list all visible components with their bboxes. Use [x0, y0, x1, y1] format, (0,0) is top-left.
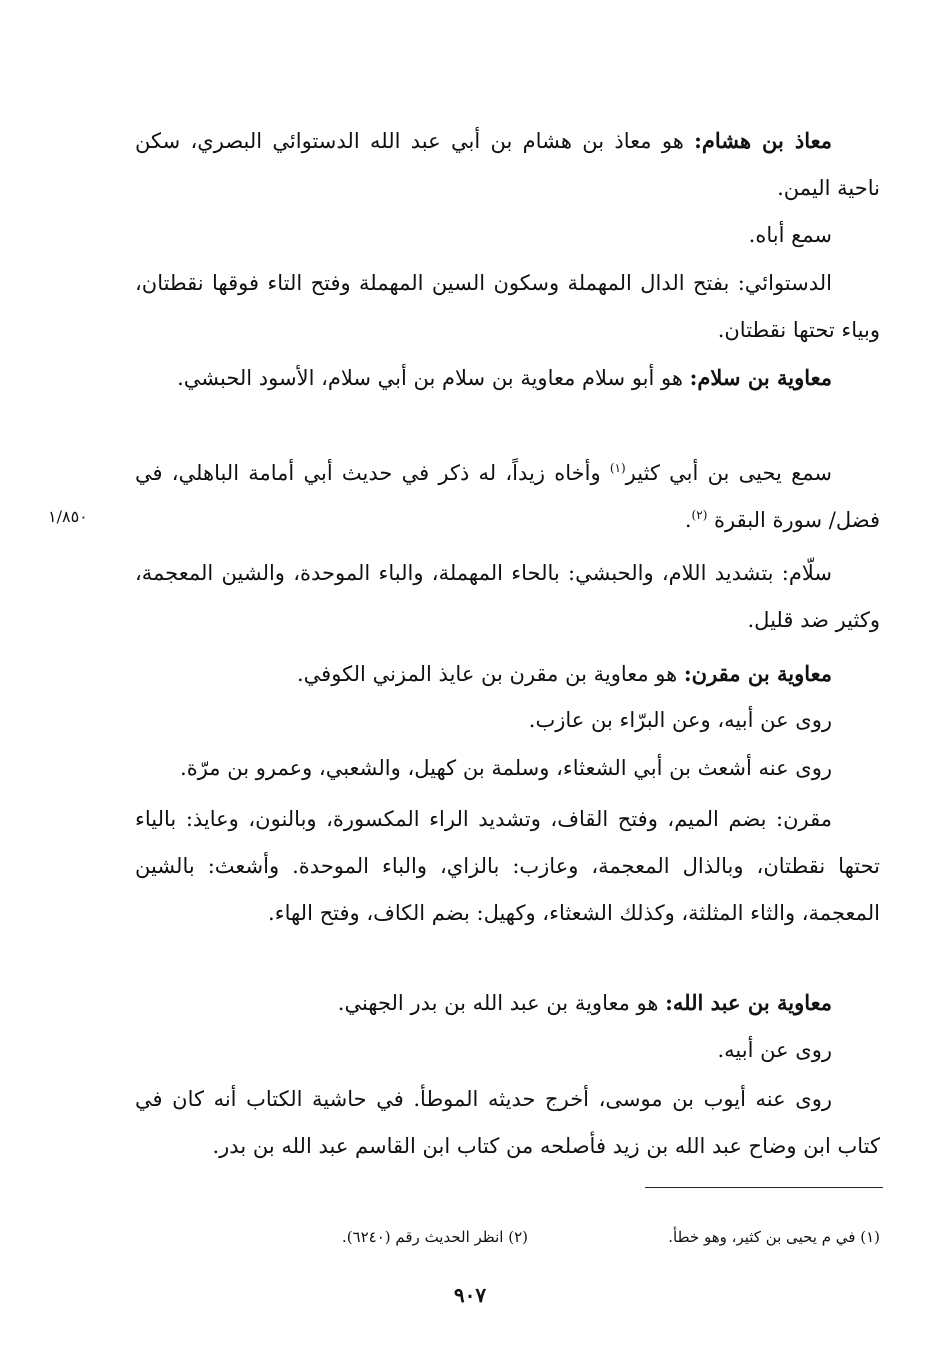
entry-3-narrators [135, 745, 880, 792]
entry-4-narrated [135, 1027, 880, 1074]
entry-3-note [135, 796, 880, 937]
paragraph: روى عن أبيه. [717, 1038, 832, 1062]
page-number: ٩٠٧ [453, 1283, 487, 1307]
paragraph: روى عنه أيوب بن موسى، أخرج حديثه الموطأ. في حاشية الكتاب أنه كان في كتاب ابن وضاح عبد الله بن زيد فأصلحه من كتاب ابن القاسم عبد الله بن بدر. [135, 1087, 880, 1158]
paragraph: سمع أباه. [748, 223, 832, 247]
entry-text: هو معاوية بن عبد الله بن بدر الجهني. [337, 991, 666, 1015]
entry-3 [135, 650, 880, 698]
margin-page-ref: ١/٨٥٠ [48, 507, 88, 526]
paragraph: سلّام: بتشديد اللام، والحبشي: بالحاء المهملة، والباء الموحدة، والشين المعجمة، وكثير ضد قليل. [135, 561, 880, 632]
entry-3-narrated [135, 697, 880, 744]
entry-2-heard [135, 450, 880, 544]
entry-1 [135, 117, 880, 212]
entry-4 [135, 979, 880, 1027]
footnote-separator [645, 1187, 883, 1188]
footnote-ref-2: (٢) [691, 508, 708, 522]
footnote-1: (١) في م يحيى بن كثير، وهو خطأ. [668, 1228, 880, 1246]
entry-heading: معاوية بن مقرن: [683, 661, 832, 686]
footnote-ref-1: (١) [609, 461, 626, 475]
entry-text: وأخاه زيداً، له ذكر في حديث أبي أمامة الباهلي، في فضل/ سورة البقرة [135, 461, 880, 532]
paragraph: مقرن: بضم الميم، وفتح القاف، وتشديد الراء المكسورة، وبالنون، وعايذ: بالياء تحتها نقطتان، وبالذال المعجمة، وعازب: بالزاي، والباء الموحدة. وأشعث: بالشين المعجمة، والثاء المثلثة، وكذلك الشعثاء، وكهيل: بضم الكاف، وفتح الهاء. [135, 807, 880, 925]
entry-text: . [684, 508, 692, 532]
entry-text: هو معاذ بن هشام بن أبي عبد الله الدستوائي البصري، سكن ناحية اليمن. [135, 129, 880, 200]
paragraph: الدستوائي: بفتح الدال المهملة وسكون السين المهملة وفتح التاء فوقها نقطتان، وبياء تحتها نقطتان. [135, 271, 880, 342]
entry-heading: معاوية بن عبد الله: [665, 990, 832, 1015]
paragraph: روى عن أبيه، وعن البرّاء بن عازب. [528, 708, 832, 732]
paragraph [135, 117, 880, 212]
paragraph [135, 450, 880, 544]
entry-text: هو أبو سلام معاوية بن سلام بن أبي سلام، الأسود الحبشي. [177, 366, 690, 390]
entry-1-heard [135, 212, 880, 259]
footnote-2: (٢) انظر الحديث رقم (٦٢٤٠). [341, 1228, 528, 1246]
entry-text: سمع يحيى بن أبي كثير [625, 461, 832, 485]
entry-4-narrators [135, 1076, 880, 1170]
entry-2 [135, 354, 880, 402]
entry-1-note [135, 260, 880, 354]
paragraph [135, 650, 880, 698]
paragraph: روى عنه أشعث بن أبي الشعثاء، وسلمة بن كهيل، والشعبي، وعمرو بن مرّة. [180, 756, 832, 780]
entry-text: هو معاوية بن مقرن بن عايذ المزني الكوفي. [297, 662, 684, 686]
paragraph [135, 354, 880, 402]
entry-heading: معاوية بن سلام: [689, 365, 832, 390]
entry-heading: معاذ بن هشام: [694, 128, 832, 153]
paragraph [135, 979, 880, 1027]
entry-2-note [135, 550, 880, 644]
